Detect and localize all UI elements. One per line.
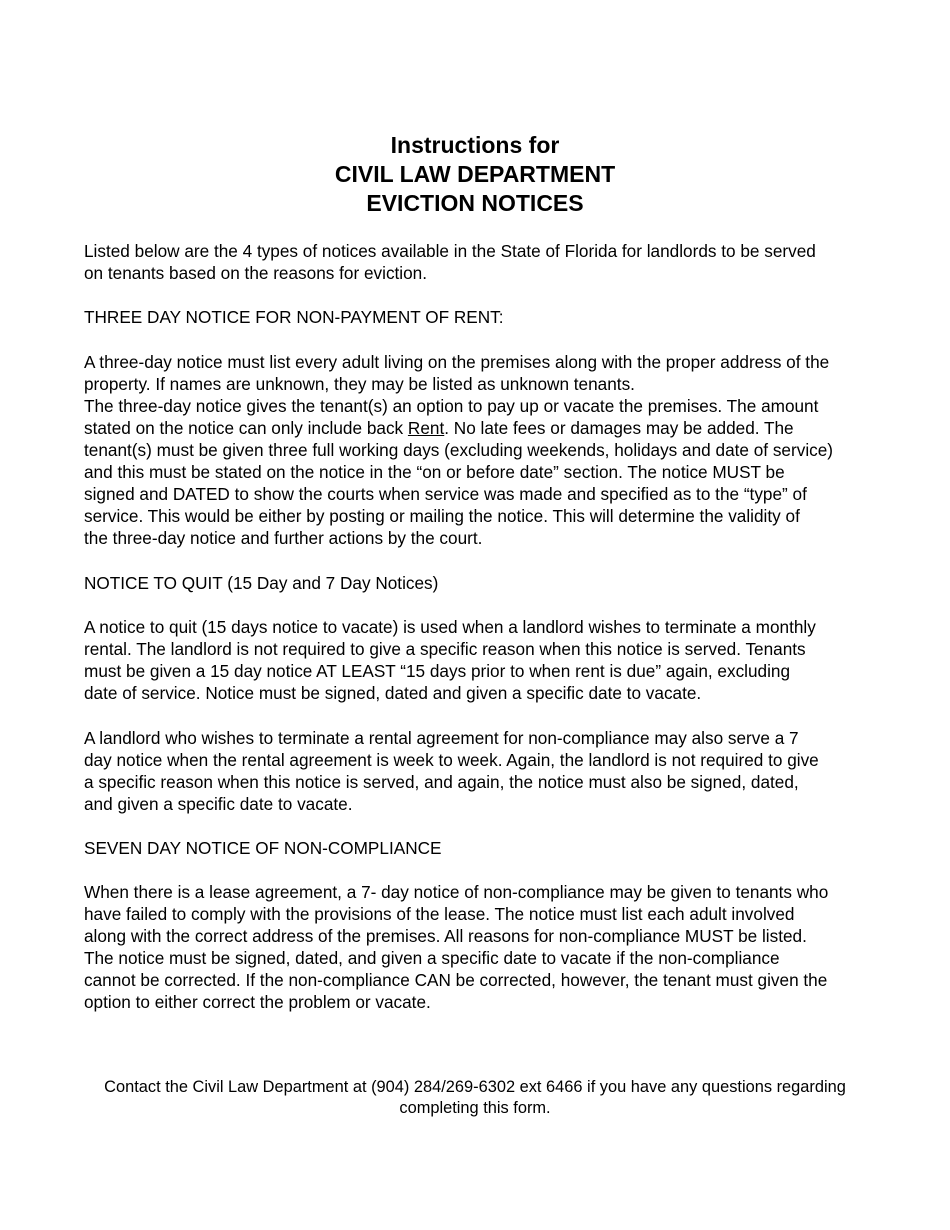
footer-line-1: Contact the Civil Law Department at (904) 284/269-6302 ext 6466 if you have any questions regarding	[104, 1078, 846, 1096]
paragraph-line: tenant(s) must be given three full working days (excluding weekends, holidays and date of service)	[84, 440, 834, 460]
text-segment: stated on the notice can only include back	[84, 418, 408, 438]
paragraph-line: date of service. Notice must be signed, dated and given a specific date to vacate.	[84, 683, 702, 703]
paragraph-line: cannot be corrected. If the non-compliance CAN be corrected, however, the tenant must given the	[84, 970, 828, 990]
paragraph-line: a specific reason when this notice is served, and again, the notice must also be signed, dated,	[84, 772, 799, 792]
quit-paragraph-1	[84, 616, 874, 704]
paragraph-line: day notice when the rental agreement is week to week. Again, the landlord is not required to give	[84, 750, 819, 770]
intro-line: Listed below are the 4 types of notices available in the State of Florida for landlords to be served	[84, 241, 816, 261]
paragraph-line: and given a specific date to vacate.	[84, 794, 353, 814]
paragraph-line: must be given a 15 day notice AT LEAST “15 days prior to when rent is due” again, excluding	[84, 661, 791, 681]
paragraph-line: rental. The landlord is not required to give a specific reason when this notice is served. Tenants	[84, 639, 806, 659]
text-segment: . No late fees or damages may be added. The	[444, 418, 794, 438]
section-heading: THREE DAY NOTICE FOR NON-PAYMENT OF RENT:	[84, 307, 504, 327]
seven-day-heading	[84, 837, 874, 859]
title-line-2: CIVIL LAW DEPARTMENT	[334, 161, 616, 187]
title-line-3: EVICTION NOTICES	[366, 190, 584, 216]
paragraph-line: The three-day notice gives the tenant(s) an option to pay up or vacate the premises. The amount	[84, 396, 819, 416]
paragraph-line: The notice must be signed, dated, and given a specific date to vacate if the non-compliance	[84, 948, 780, 968]
footer-line-2: completing this form.	[399, 1099, 551, 1117]
three-day-heading	[84, 306, 874, 328]
paragraph-line: option to either correct the problem or vacate.	[84, 992, 431, 1012]
section-heading: SEVEN DAY NOTICE OF NON-COMPLIANCE	[84, 838, 442, 858]
quit-paragraph-2	[84, 727, 874, 815]
paragraph-line: A notice to quit (15 days notice to vacate) is used when a landlord wishes to terminate a monthly	[84, 617, 816, 637]
paragraph-line: signed and DATED to show the courts when service was made and specified as to the “type” of	[84, 484, 807, 504]
intro-line: on tenants based on the reasons for eviction.	[84, 263, 428, 283]
paragraph-line: service. This would be either by posting or mailing the notice. This will determine the validity of	[84, 506, 800, 526]
paragraph-line: When there is a lease agreement, a 7- day notice of non-compliance may be given to tenants who	[84, 882, 829, 902]
paragraph-line: along with the correct address of the premises. All reasons for non-compliance MUST be listed.	[84, 926, 807, 946]
quit-heading	[84, 572, 874, 594]
contact-footer	[0, 1077, 950, 1119]
underlined-rent: Rent	[407, 418, 445, 438]
section-heading: NOTICE TO QUIT (15 Day and 7 Day Notices)	[84, 573, 439, 593]
three-day-paragraph	[84, 351, 874, 549]
paragraph-line: property. If names are unknown, they may be listed as unknown tenants.	[84, 374, 635, 394]
paragraph-line: the three-day notice and further actions by the court.	[84, 528, 483, 548]
paragraph-line: have failed to comply with the provisions of the lease. The notice must list each adult involved	[84, 904, 795, 924]
paragraph-line: A three-day notice must list every adult living on the premises along with the proper address of the	[84, 352, 830, 372]
document-title	[0, 131, 950, 218]
paragraph-line: A landlord who wishes to terminate a rental agreement for non-compliance may also serve a 7	[84, 728, 799, 748]
paragraph-line: and this must be stated on the notice in the “on or before date” section. The notice MUST be	[84, 462, 785, 482]
seven-day-paragraph	[84, 881, 874, 1013]
title-line-1: Instructions for	[390, 132, 560, 158]
paragraph-line	[84, 417, 874, 439]
intro-paragraph	[84, 240, 874, 284]
